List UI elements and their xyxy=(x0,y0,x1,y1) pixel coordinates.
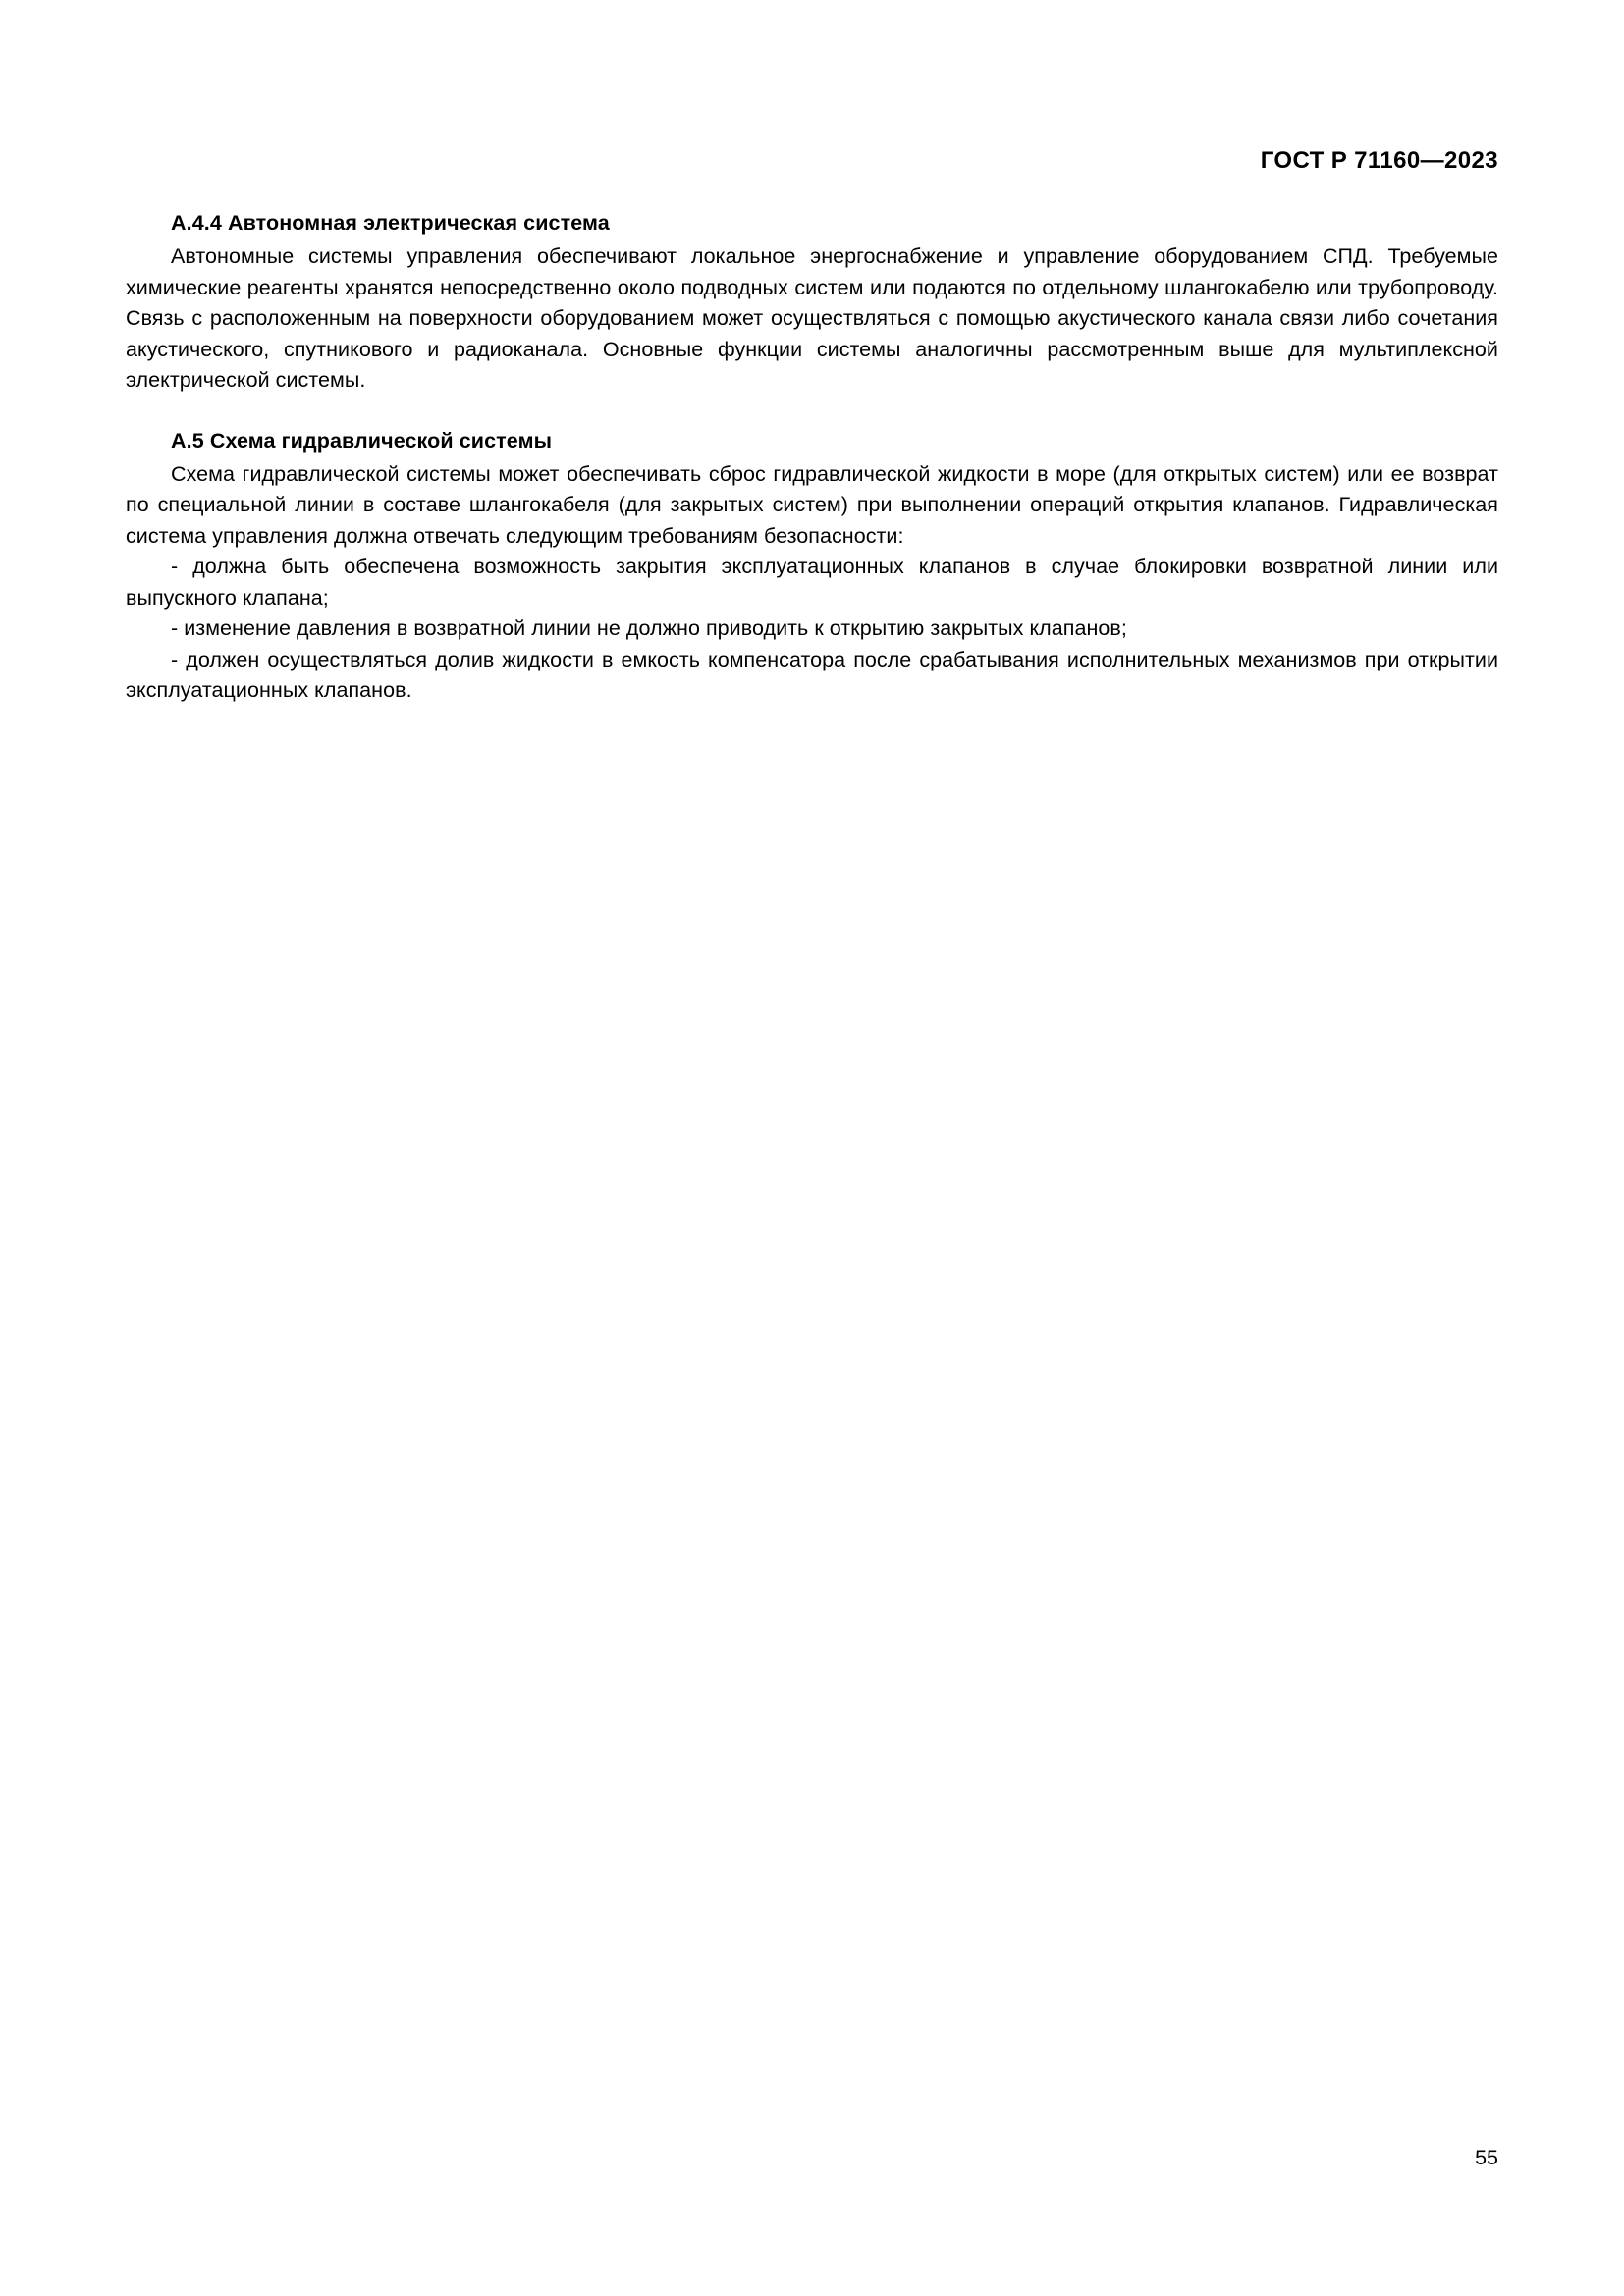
paragraph-a44-1: Автономные системы управления обеспечивают локальное энергоснабжение и управление оборудованием СПД. Требуемые химические реагенты хранятся непосредственно около подводных систем или подаются по отдельному шлангокабелю или трубопроводу. Связь с расположенным на поверхности оборудованием может осуществляться с помощью акустического канала связи либо сочетания акустического, спутникового и радиоканала. Основные функции системы аналогичны рассмотренным выше для мультиплексной электрической системы. xyxy=(126,244,1498,392)
paragraph-a5-1: Схема гидравлической системы может обеспечивать сброс гидравлической жидкости в море (для открытых систем) или ее возврат по специальной линии в составе шлангокабеля (для закрытых систем) при выполнении операций открытия клапанов. Гидравлическая система управления должна отвечать следующим требованиям безопасности: xyxy=(126,461,1498,548)
paragraph-a5-bullet-1: - должна быть обеспечена возможность закрытия эксплуатационных клапанов в случае блокировки возвратной линии или выпускного клапана; xyxy=(126,555,1498,610)
section-heading-a44: А.4.4 Автономная электрическая система xyxy=(171,211,610,235)
paragraph-a5-bullet-2: - изменение давления в возвратной линии не должно приводить к открытию закрытых клапанов; xyxy=(171,616,1127,640)
page-content xyxy=(126,211,1498,707)
section-heading-a5: А.5 Схема гидравлической системы xyxy=(171,428,553,453)
paragraph-a5-bullet-3: - должен осуществляться долив жидкости в емкость компенсатора после срабатывания исполнительных механизмов при открытии эксплуатационных клапанов. xyxy=(126,647,1498,702)
page-header-standard-number: ГОСТ Р 71160—2023 xyxy=(1260,147,1498,174)
page-number: 55 xyxy=(1475,2146,1498,2169)
